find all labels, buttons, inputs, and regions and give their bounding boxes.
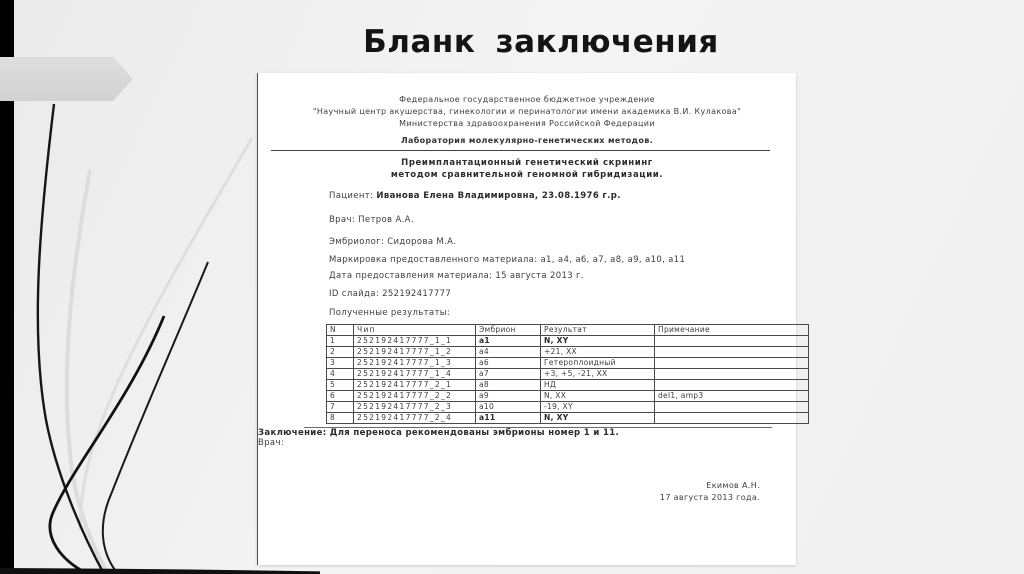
cell-chip: 252192417777_2_1 xyxy=(354,380,476,391)
table-row xyxy=(327,336,809,347)
slide-title: Бланк заключения xyxy=(363,24,719,60)
cell-result: N, XX xyxy=(541,391,655,402)
cell-note: del1, amp3 xyxy=(655,391,809,402)
cell-note xyxy=(655,380,809,391)
conclusion-text: Заключение: Для переноса рекомендованы эмбрионы номер 1 и 11. xyxy=(258,428,620,438)
document-title xyxy=(258,157,796,181)
cell-embryo: а11 xyxy=(476,413,541,424)
cell-chip: 252192417777_2_4 xyxy=(354,413,476,424)
marking-field: Маркировка предоставленного материала: а1, а4, а6, а7, а8, а9, а10, а11 xyxy=(329,255,686,265)
cell-n: 1 xyxy=(327,336,354,347)
cell-note xyxy=(655,369,809,380)
cell-embryo: а8 xyxy=(476,380,541,391)
arrow-right-shape xyxy=(0,57,133,101)
cell-n: 2 xyxy=(327,347,354,358)
cell-n: 7 xyxy=(327,402,354,413)
table-row xyxy=(327,358,809,369)
org-line: Министерства здравоохранения Российской Федерации xyxy=(399,119,655,128)
cell-embryo: а10 xyxy=(476,402,541,413)
results-table-head xyxy=(327,325,809,336)
cell-chip: 252192417777_1_3 xyxy=(354,358,476,369)
cell-result: N, XY xyxy=(541,336,655,347)
cell-n: 3 xyxy=(327,358,354,369)
results-table-body xyxy=(327,336,809,424)
org-line: "Научный центр акушерства, гинекологии и перинатологии имени академика В.И. Кулакова" xyxy=(312,107,742,116)
signature-date: 17 августа 2013 года. xyxy=(659,492,760,502)
table-row xyxy=(327,413,809,424)
header-divider xyxy=(271,150,770,151)
cell-note xyxy=(655,402,809,413)
cell-embryo: а4 xyxy=(476,347,541,358)
patient-label: Пациент: xyxy=(329,191,377,201)
cell-n: 6 xyxy=(327,391,354,402)
table-row xyxy=(327,391,809,402)
cell-chip: 252192417777_1_4 xyxy=(354,369,476,380)
cell-chip: 252192417777_2_2 xyxy=(354,391,476,402)
document-fields xyxy=(258,191,796,318)
cell-result: Гетероплоидный xyxy=(541,358,655,369)
cell-chip: 252192417777_1_1 xyxy=(354,336,476,347)
cell-result: +21, XX xyxy=(541,347,655,358)
results-table xyxy=(326,324,809,424)
cell-embryo: а6 xyxy=(476,358,541,369)
col-header-chip: Чип xyxy=(354,325,476,336)
cell-n: 5 xyxy=(327,380,354,391)
signature-name: Екимов А.Н. xyxy=(706,481,760,490)
cell-result: НД xyxy=(541,380,655,391)
table-row xyxy=(327,347,809,358)
col-header-result: Результат xyxy=(541,325,655,336)
table-row xyxy=(327,369,809,380)
cell-chip: 252192417777_1_2 xyxy=(354,347,476,358)
material-date-field: Дата предоставления материала: 15 августа 2013 г. xyxy=(329,271,584,281)
slide-id-field: ID слайда: 252192417777 xyxy=(329,289,452,299)
cell-embryo: а9 xyxy=(476,391,541,402)
col-header-embryo: Эмбрион xyxy=(476,325,541,336)
cell-embryo: а1 xyxy=(476,336,541,347)
results-label: Полученные результаты: xyxy=(329,308,451,318)
col-header-note: Примечание xyxy=(655,325,809,336)
table-row xyxy=(327,402,809,413)
embryologist-field: Эмбриолог: Сидорова М.А. xyxy=(329,237,457,247)
patient-value: Иванова Елена Владимировна, 23.08.1976 г.р. xyxy=(376,191,621,201)
cell-result: +3, +5, -21, XX xyxy=(541,369,655,380)
cell-note xyxy=(655,358,809,369)
document-org-header xyxy=(258,73,796,147)
table-row xyxy=(327,380,809,391)
document-title-line2: методом сравнительной геномной гибридизации. xyxy=(390,170,664,180)
document-title-line1: Преимплантационный генетический скрининг xyxy=(401,158,653,168)
cell-chip: 252192417777_2_3 xyxy=(354,402,476,413)
cell-result: -19, XY xyxy=(541,402,655,413)
org-line: Федеральное государственное бюджетное учреждение xyxy=(399,95,655,104)
cell-note xyxy=(655,336,809,347)
cell-embryo: а7 xyxy=(476,369,541,380)
cell-result: N, XY xyxy=(541,413,655,424)
col-header-n: N xyxy=(327,325,354,336)
cell-note xyxy=(655,413,809,424)
cell-n: 8 xyxy=(327,413,354,424)
conclusion-form-document xyxy=(257,73,796,565)
table-header-row xyxy=(327,325,809,336)
cell-note xyxy=(655,347,809,358)
cell-n: 4 xyxy=(327,369,354,380)
signature-block xyxy=(258,480,796,503)
doctor-field: Врач: Петров А.А. xyxy=(329,215,414,225)
doctor-sign-label: Врач: xyxy=(258,438,285,448)
lab-name: Лаборатория молекулярно-генетических методов. xyxy=(400,136,653,145)
patient-field xyxy=(329,191,796,201)
